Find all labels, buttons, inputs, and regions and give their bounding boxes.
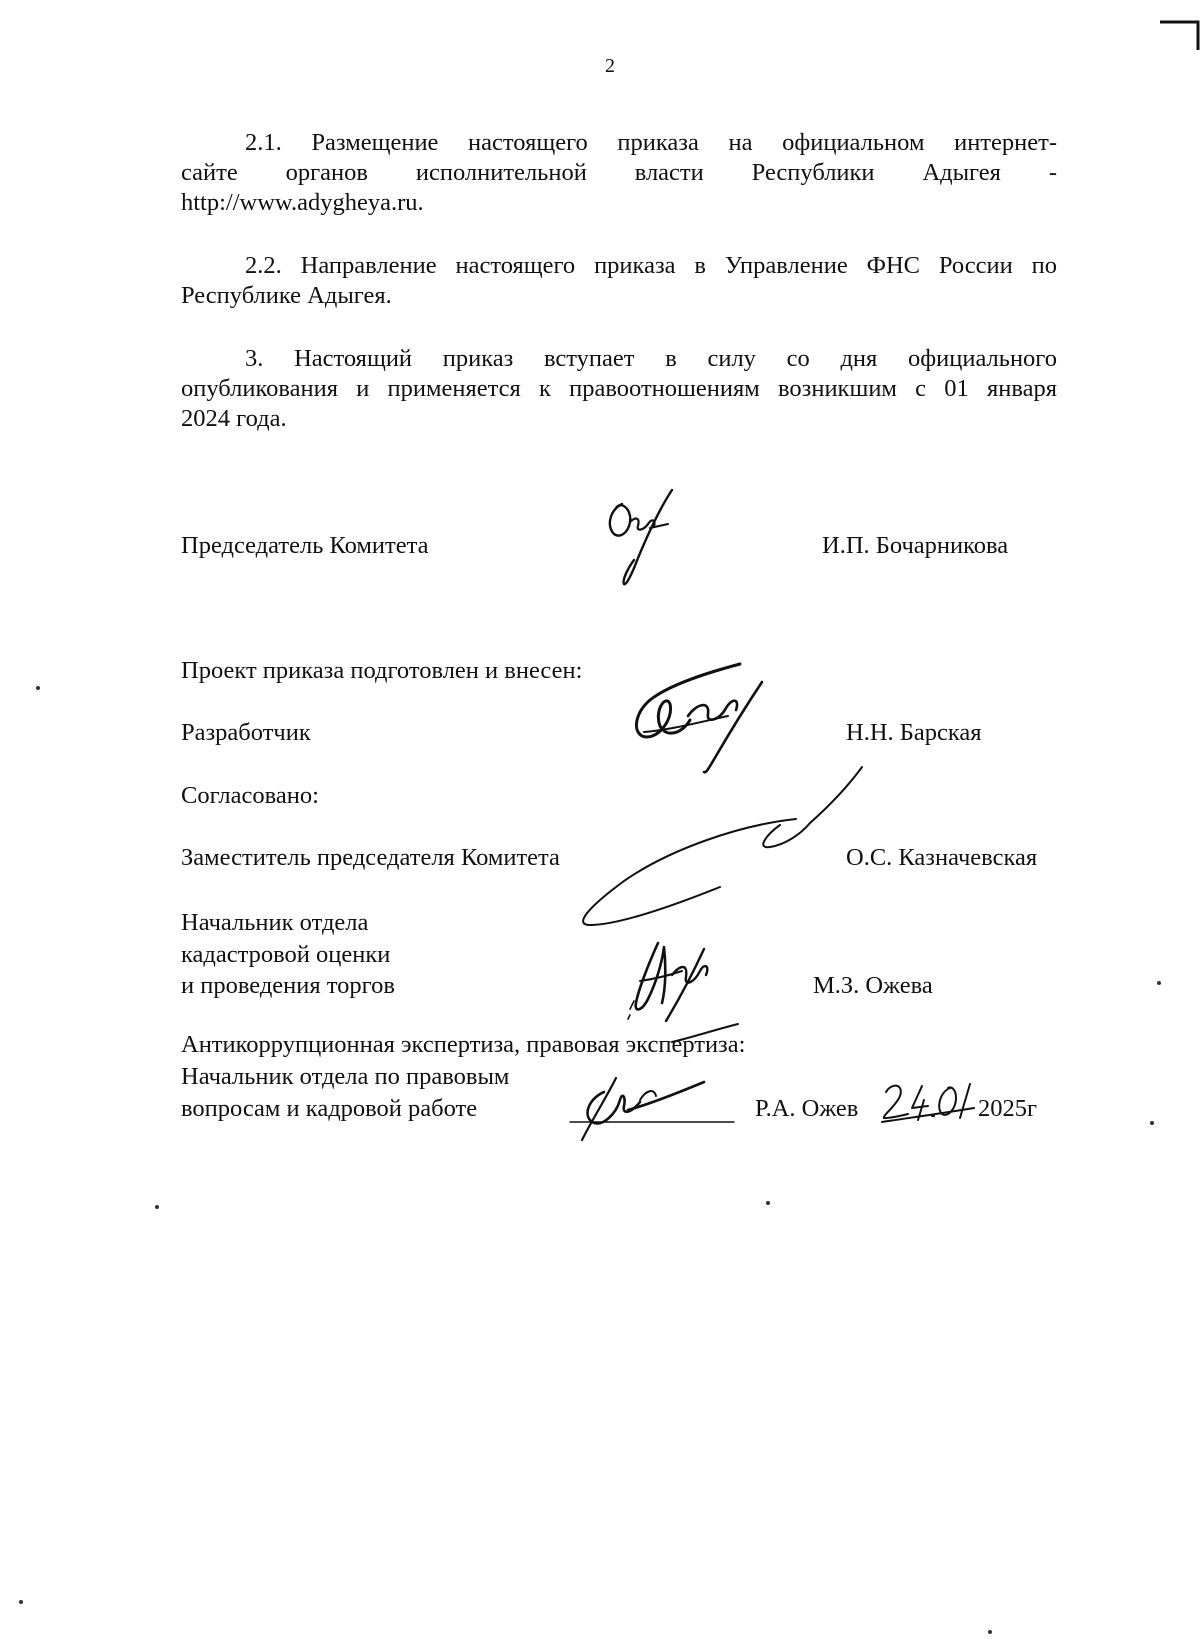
developer-title: Разработчик	[181, 719, 311, 746]
agreed-caption: Согласовано:	[181, 782, 319, 809]
handwritten-date	[878, 1078, 980, 1126]
date-year: 2025г	[978, 1095, 1038, 1122]
scan-speck	[155, 1205, 159, 1209]
deputy-signature	[570, 765, 870, 935]
expertise-stroke	[670, 1022, 740, 1048]
chairman-title: Председатель Комитета	[181, 532, 429, 559]
paragraph-line: 2.2. Направление настоящего приказа в Управление ФНС России по	[245, 252, 1057, 279]
scan-speck	[19, 1600, 23, 1604]
head-dept-title-line2: кадастровой оценки	[181, 941, 391, 968]
scan-speck	[1157, 981, 1161, 985]
legal-signature	[570, 1070, 740, 1145]
legal-title-line2: вопросам и кадровой работе	[181, 1095, 478, 1122]
developer-name: Н.Н. Барская	[846, 719, 982, 746]
paragraph-line: 2024 года.	[181, 405, 287, 432]
deputy-name: О.С. Казначевская	[846, 844, 1038, 871]
scan-speck	[36, 686, 40, 690]
deputy-title: Заместитель председателя Комитета	[181, 844, 560, 871]
paragraph-line: Республике Адыгея.	[181, 282, 392, 309]
head-dept-name: М.З. Ожева	[813, 972, 933, 999]
expertise-caption: Антикоррупционная экспертиза, правовая экспертиза:	[181, 1031, 746, 1058]
paragraph-2-2	[181, 251, 1057, 311]
page-number: 2	[605, 55, 615, 77]
paragraph-line: сайте органов исполнительной власти Республики Адыгея -	[181, 159, 1057, 186]
head-dept-title-line3: и проведения торгов	[181, 972, 395, 999]
scan-speck	[766, 1201, 770, 1205]
paragraph-2-1	[181, 128, 1057, 218]
paragraph-line: 3. Настоящий приказ вступает в силу со дня официального	[245, 345, 1057, 372]
paragraph-3	[181, 344, 1057, 434]
legal-title-line1: Начальник отдела по правовым	[181, 1063, 510, 1090]
scan-speck	[988, 1630, 992, 1634]
page-corner-mark	[1160, 18, 1200, 50]
head-dept-title-line1: Начальник отдела	[181, 909, 369, 936]
paragraph-line: опубликования и применяется к правоотношениям возникшим с 01 января	[181, 375, 1057, 402]
head-dept-signature	[626, 935, 726, 1030]
paragraph-line: http://www.adygheya.ru.	[181, 189, 424, 216]
chairman-signature	[600, 488, 690, 598]
legal-name: Р.А. Ожев	[755, 1095, 859, 1122]
scan-speck	[1150, 1121, 1154, 1125]
project-caption: Проект приказа подготовлен и внесен:	[181, 657, 583, 684]
developer-signature	[630, 660, 780, 780]
chairman-name: И.П. Бочарникова	[822, 532, 1009, 559]
paragraph-line: 2.1. Размещение настоящего приказа на официальном интернет-	[245, 129, 1057, 156]
